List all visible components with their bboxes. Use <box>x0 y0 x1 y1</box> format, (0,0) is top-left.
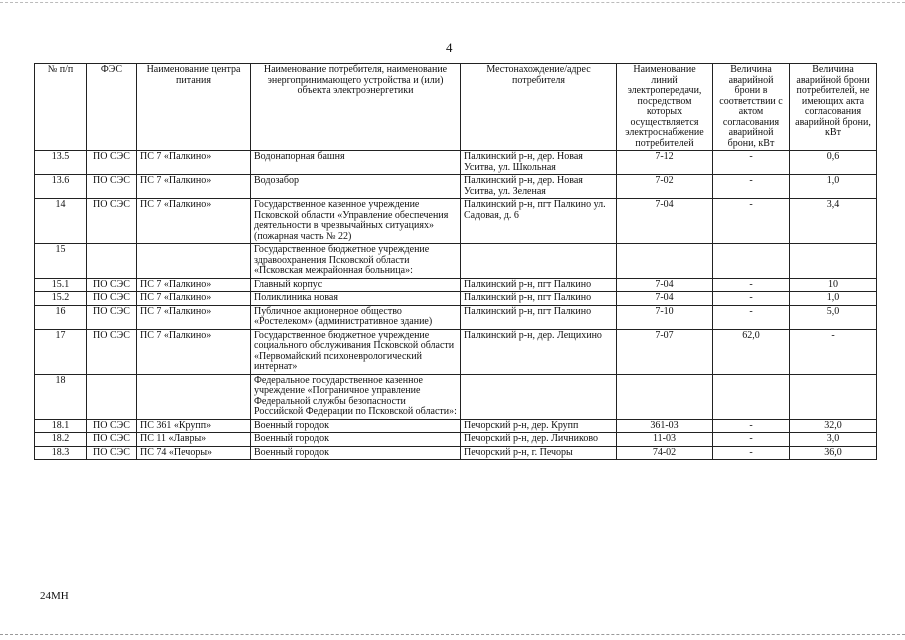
cell-supply-center: ПС 7 «Палкино» <box>137 305 251 329</box>
header-consumer: Наименование потребителя, наименование энергопринимающего устройства и (или) объекта электроэнергетики <box>251 64 461 151</box>
cell-reserve-with-act: 62,0 <box>713 329 790 374</box>
cell-consumer: Военный городок <box>251 419 461 433</box>
cell-supply-center: ПС 7 «Палкино» <box>137 292 251 306</box>
cell-power-line: 7-12 <box>617 151 713 175</box>
cell-power-line: 7-04 <box>617 278 713 292</box>
cell-reserve-with-act: - <box>713 199 790 244</box>
table-row <box>35 175 877 199</box>
cell-supply-center <box>137 244 251 279</box>
footer-code: 24МН <box>40 590 69 602</box>
cell-power-line <box>617 244 713 279</box>
table-header-row <box>35 64 877 151</box>
cell-fes: ПО СЭС <box>87 278 137 292</box>
cell-reserve-with-act <box>713 374 790 419</box>
cell-reserve-without-act: 32,0 <box>790 419 877 433</box>
cell-reserve-with-act <box>713 244 790 279</box>
cell-reserve-without-act <box>790 374 877 419</box>
cell-reserve-with-act: - <box>713 419 790 433</box>
cell-reserve-without-act: 0,6 <box>790 151 877 175</box>
header-number: № п/п <box>35 64 87 151</box>
cell-consumer: Государственное бюджетное учреждение социального обслуживания Псковской области «Первомайский психоневрологический интернат» <box>251 329 461 374</box>
table-row <box>35 244 877 279</box>
cell-number: 17 <box>35 329 87 374</box>
cell-consumer: Главный корпус <box>251 278 461 292</box>
table-row <box>35 374 877 419</box>
cell-fes: ПО СЭС <box>87 175 137 199</box>
table-row <box>35 199 877 244</box>
table-row <box>35 419 877 433</box>
cell-fes: ПО СЭС <box>87 151 137 175</box>
cell-supply-center: ПС 361 «Крупп» <box>137 419 251 433</box>
cell-number: 15.1 <box>35 278 87 292</box>
cell-location: Печорский р-н, дер. Личниково <box>461 433 617 447</box>
cell-fes <box>87 244 137 279</box>
cell-fes: ПО СЭС <box>87 433 137 447</box>
cell-reserve-without-act: 1,0 <box>790 175 877 199</box>
cell-power-line: 7-07 <box>617 329 713 374</box>
cell-supply-center: ПС 7 «Палкино» <box>137 199 251 244</box>
cell-fes: ПО СЭС <box>87 419 137 433</box>
table-row <box>35 433 877 447</box>
cell-consumer: Водозабор <box>251 175 461 199</box>
cell-consumer: Федеральное государственное казенное учреждение «Пограничное управление Федеральной службы безопасности Российской Федерации по Псковской области»: <box>251 374 461 419</box>
cell-fes <box>87 374 137 419</box>
header-reserve-with-act: Величина аварийной брони в соответствии с актом согласования аварийной брони, кВт <box>713 64 790 151</box>
cell-reserve-without-act: 3,4 <box>790 199 877 244</box>
header-fes: ФЭС <box>87 64 137 151</box>
cell-fes: ПО СЭС <box>87 199 137 244</box>
page-number: 4 <box>446 40 453 55</box>
cell-reserve-with-act: - <box>713 175 790 199</box>
cell-reserve-without-act: 3,0 <box>790 433 877 447</box>
cell-fes: ПО СЭС <box>87 446 137 460</box>
cell-reserve-without-act <box>790 244 877 279</box>
header-reserve-without-act: Величина аварийной брони потребителей, не имеющих акта согласования аварийной брони, кВт <box>790 64 877 151</box>
cell-supply-center: ПС 7 «Палкино» <box>137 151 251 175</box>
cell-supply-center: ПС 7 «Палкино» <box>137 278 251 292</box>
cell-location <box>461 244 617 279</box>
cell-fes: ПО СЭС <box>87 305 137 329</box>
cell-consumer: Военный городок <box>251 433 461 447</box>
cell-location: Палкинский р-н, пгт Палкино ул. Садовая, д. 6 <box>461 199 617 244</box>
cell-supply-center: ПС 11 «Лавры» <box>137 433 251 447</box>
cell-power-line: 7-10 <box>617 305 713 329</box>
scan-edge-bottom <box>0 634 905 636</box>
cell-location: Палкинский р-н, пгт Палкино <box>461 278 617 292</box>
cell-consumer: Водонапорная башня <box>251 151 461 175</box>
cell-number: 18.3 <box>35 446 87 460</box>
cell-number: 14 <box>35 199 87 244</box>
cell-reserve-with-act: - <box>713 433 790 447</box>
cell-reserve-without-act: 1,0 <box>790 292 877 306</box>
header-supply-center: Наименование центра питания <box>137 64 251 151</box>
cell-supply-center: ПС 74 «Печоры» <box>137 446 251 460</box>
cell-power-line: 7-04 <box>617 292 713 306</box>
table-row <box>35 446 877 460</box>
cell-fes: ПО СЭС <box>87 292 137 306</box>
table-body <box>35 151 877 460</box>
cell-reserve-without-act: - <box>790 329 877 374</box>
table-row <box>35 305 877 329</box>
table-row <box>35 292 877 306</box>
cell-supply-center <box>137 374 251 419</box>
cell-power-line: 7-04 <box>617 199 713 244</box>
cell-location <box>461 374 617 419</box>
cell-power-line: 361-03 <box>617 419 713 433</box>
cell-number: 13.5 <box>35 151 87 175</box>
cell-number: 18.1 <box>35 419 87 433</box>
emergency-reserve-table <box>34 63 877 460</box>
table-row <box>35 151 877 175</box>
cell-consumer: Поликлиника новая <box>251 292 461 306</box>
cell-power-line: 11-03 <box>617 433 713 447</box>
scan-edge-top <box>0 2 905 4</box>
cell-location: Печорский р-н, г. Печоры <box>461 446 617 460</box>
header-location: Местонахождение/адрес потребителя <box>461 64 617 151</box>
cell-number: 15.2 <box>35 292 87 306</box>
table-row <box>35 329 877 374</box>
cell-reserve-with-act: - <box>713 151 790 175</box>
header-power-lines: Наименование линий электропередачи, посредством которых осуществляется электроснабжение потребителей <box>617 64 713 151</box>
cell-number: 16 <box>35 305 87 329</box>
cell-consumer: Государственное бюджетное учреждение здравоохранения Псковской области «Псковская межрайонная больница»: <box>251 244 461 279</box>
cell-power-line <box>617 374 713 419</box>
cell-location: Палкинский р-н, дер. Новая Уситва, ул. Зеленая <box>461 175 617 199</box>
cell-supply-center: ПС 7 «Палкино» <box>137 175 251 199</box>
cell-consumer: Государственное казенное учреждение Псковской области «Управление обеспечения деятельности в чрезвычайных ситуациях» (пожарная часть № 22) <box>251 199 461 244</box>
cell-reserve-without-act: 5,0 <box>790 305 877 329</box>
cell-location: Палкинский р-н, дер. Лещихино <box>461 329 617 374</box>
cell-location: Палкинский р-н, пгт Палкино <box>461 305 617 329</box>
cell-power-line: 7-02 <box>617 175 713 199</box>
cell-fes: ПО СЭС <box>87 329 137 374</box>
cell-number: 13.6 <box>35 175 87 199</box>
cell-reserve-with-act: - <box>713 446 790 460</box>
cell-reserve-with-act: - <box>713 278 790 292</box>
table-row <box>35 278 877 292</box>
cell-location: Палкинский р-н, пгт Палкино <box>461 292 617 306</box>
cell-location: Палкинский р-н, дер. Новая Уситва, ул. Школьная <box>461 151 617 175</box>
cell-number: 18 <box>35 374 87 419</box>
cell-consumer: Публичное акционерное общество «Ростелеком» (административное здание) <box>251 305 461 329</box>
cell-reserve-with-act: - <box>713 292 790 306</box>
cell-reserve-without-act: 10 <box>790 278 877 292</box>
cell-reserve-with-act: - <box>713 305 790 329</box>
cell-number: 15 <box>35 244 87 279</box>
cell-supply-center: ПС 7 «Палкино» <box>137 329 251 374</box>
cell-power-line: 74-02 <box>617 446 713 460</box>
cell-location: Печорский р-н, дер. Крупп <box>461 419 617 433</box>
cell-reserve-without-act: 36,0 <box>790 446 877 460</box>
cell-consumer: Военный городок <box>251 446 461 460</box>
cell-number: 18.2 <box>35 433 87 447</box>
